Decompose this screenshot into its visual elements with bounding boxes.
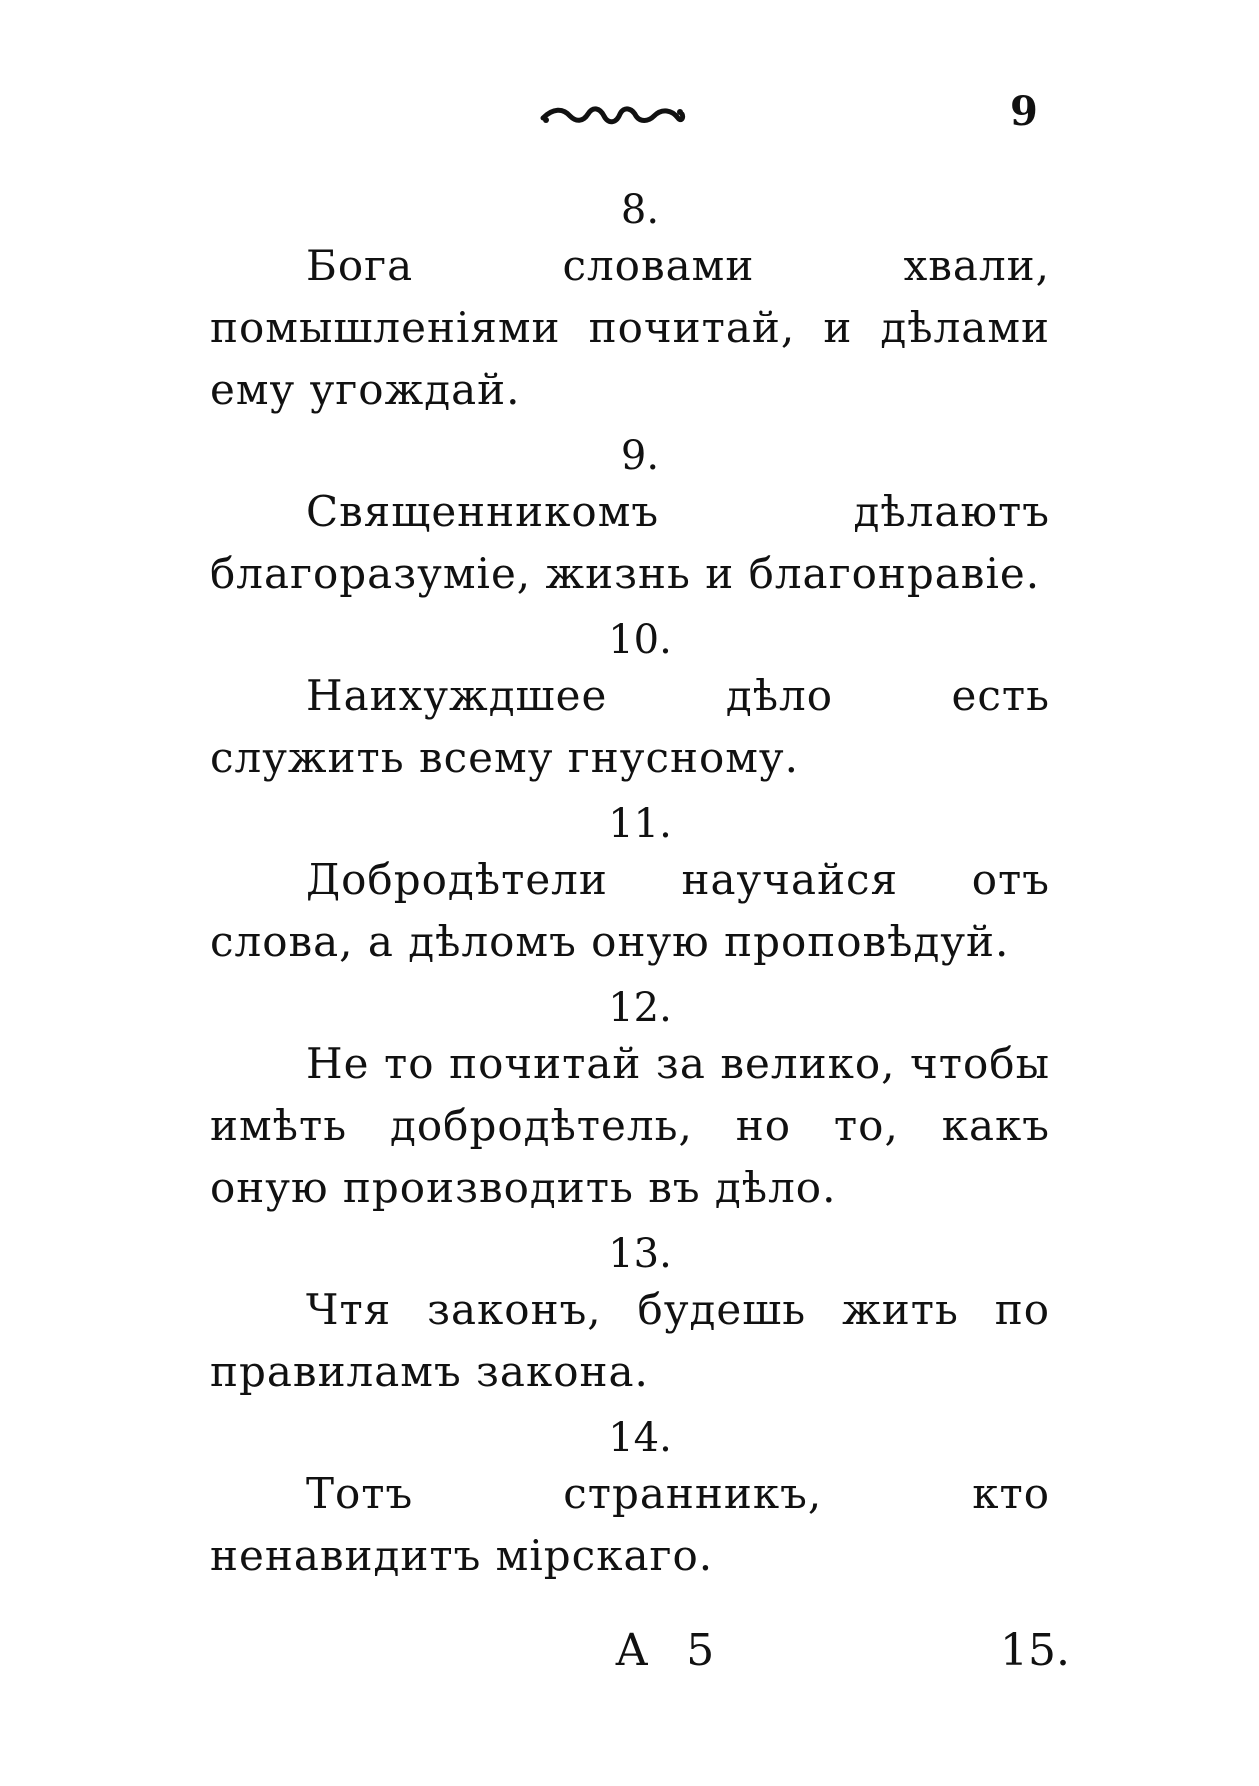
maxim-number: 14. [608, 1415, 672, 1461]
maxim-number: 10. [608, 617, 672, 663]
maxim-number: 12. [608, 985, 672, 1031]
decorative-flourish-icon [538, 100, 688, 130]
maxim-12 [210, 983, 1050, 1219]
maxim-9 [210, 431, 1050, 605]
signature-mark: А 5 [615, 1625, 727, 1676]
maxim-number: 9. [620, 433, 660, 479]
maxim-number: 11. [608, 801, 672, 847]
maxim-14 [210, 1413, 1050, 1587]
maxim-text: Добродѣтели научайся отъ слова, а дѣломъ оную проповѣдуй. [210, 855, 1050, 966]
maxim-text: Чтя законъ, будешь жить по правиламъ закона. [210, 1285, 1050, 1396]
maxim-number: 8. [620, 187, 660, 233]
maxim-text: Тотъ странникъ, кто ненавидитъ мірскаго. [210, 1469, 1050, 1580]
maxim-13 [210, 1229, 1050, 1403]
maxim-number: 13. [608, 1231, 672, 1277]
maxim-text: Священникомъ дѣлаютъ благоразуміе, жизнь и благонравіе. [210, 487, 1050, 598]
maxim-10 [210, 615, 1050, 789]
maxim-11 [210, 799, 1050, 973]
maxim-8 [210, 185, 1050, 421]
page-footer [0, 1625, 1259, 1685]
page-header [0, 88, 1259, 148]
maxims-list [210, 185, 1050, 1597]
maxim-text: Не то почитай за велико, чтобы имѣть добродѣтель, но то, какъ оную производить въ дѣло. [210, 1039, 1050, 1212]
maxim-text: Бога словами хвали, помышленіями почитай, и дѣлами ему угождай. [210, 241, 1050, 414]
page-number: 9 [1010, 88, 1038, 135]
catchword: 15. [1000, 1625, 1070, 1676]
maxim-text: Наихуждшее дѣло есть служить всему гнусному. [210, 671, 1050, 782]
